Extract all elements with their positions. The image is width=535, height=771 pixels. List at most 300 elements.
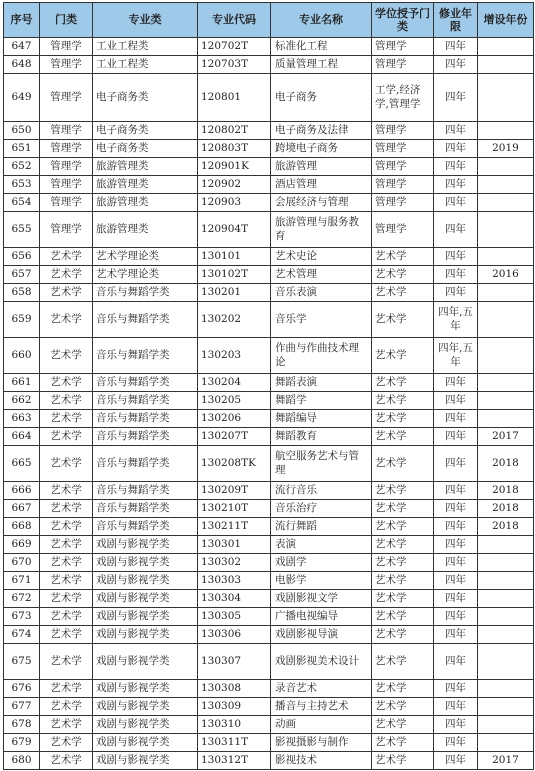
cell-seq: 661: [4, 374, 40, 392]
cell-class: 音乐与舞蹈学类: [93, 338, 198, 374]
table-row: [4, 734, 534, 752]
cell-seq: 674: [4, 626, 40, 644]
cell-added: 2017: [478, 752, 534, 770]
table-row: [4, 284, 534, 302]
cell-seq: 664: [4, 428, 40, 446]
cell-class: 音乐与舞蹈学类: [93, 392, 198, 410]
table-row: [4, 446, 534, 482]
cell-category: 管理学: [40, 194, 93, 212]
header-degree: 学位授予门类: [372, 3, 434, 38]
cell-years: 四年: [434, 428, 478, 446]
cell-category: 管理学: [40, 140, 93, 158]
cell-category: 艺术学: [40, 572, 93, 590]
cell-code: 130102T: [198, 266, 271, 284]
cell-class: 戏剧与影视学类: [93, 716, 198, 734]
cell-added: [478, 158, 534, 176]
cell-code: 120801: [198, 74, 271, 122]
cell-code: 130302: [198, 554, 271, 572]
cell-name: 戏剧学: [271, 554, 372, 572]
cell-category: 艺术学: [40, 554, 93, 572]
table-row: [4, 410, 534, 428]
cell-degree: 艺术学: [372, 518, 434, 536]
cell-name: 戏剧影视导演: [271, 626, 372, 644]
table-row: [4, 482, 534, 500]
cell-degree: 艺术学: [372, 338, 434, 374]
cell-degree: 艺术学: [372, 536, 434, 554]
cell-years: 四年: [434, 194, 478, 212]
cell-category: 艺术学: [40, 644, 93, 680]
cell-degree: 艺术学: [372, 698, 434, 716]
cell-added: [478, 38, 534, 56]
cell-class: 戏剧与影视学类: [93, 680, 198, 698]
cell-years: 四年: [434, 74, 478, 122]
cell-class: 音乐与舞蹈学类: [93, 374, 198, 392]
cell-code: 120904T: [198, 212, 271, 248]
cell-added: [478, 536, 534, 554]
cell-added: 2019: [478, 140, 534, 158]
cell-seq: 666: [4, 482, 40, 500]
table-row: [4, 752, 534, 770]
cell-seq: 649: [4, 74, 40, 122]
cell-added: 2017: [478, 428, 534, 446]
cell-degree: 艺术学: [372, 266, 434, 284]
cell-seq: 679: [4, 734, 40, 752]
cell-class: 戏剧与影视学类: [93, 752, 198, 770]
cell-class: 戏剧与影视学类: [93, 572, 198, 590]
cell-seq: 675: [4, 644, 40, 680]
cell-category: 艺术学: [40, 302, 93, 338]
cell-name: 旅游管理与服务教育: [271, 212, 372, 248]
cell-seq: 662: [4, 392, 40, 410]
cell-added: [478, 608, 534, 626]
cell-name: 酒店管理: [271, 176, 372, 194]
cell-category: 艺术学: [40, 518, 93, 536]
cell-name: 表演: [271, 536, 372, 554]
cell-category: 管理学: [40, 158, 93, 176]
header-years: 修业年限: [434, 3, 478, 38]
cell-added: [478, 572, 534, 590]
cell-name: 标准化工程: [271, 38, 372, 56]
cell-years: 四年: [434, 410, 478, 428]
cell-years: 四年: [434, 716, 478, 734]
cell-code: 130306: [198, 626, 271, 644]
cell-degree: 艺术学: [372, 482, 434, 500]
cell-years: 四年: [434, 680, 478, 698]
header-added: 增设年份: [478, 3, 534, 38]
cell-degree: 艺术学: [372, 302, 434, 338]
cell-name: 音乐表演: [271, 284, 372, 302]
cell-seq: 655: [4, 212, 40, 248]
cell-years: 四年: [434, 500, 478, 518]
cell-code: 130205: [198, 392, 271, 410]
cell-code: 130303: [198, 572, 271, 590]
cell-class: 戏剧与影视学类: [93, 590, 198, 608]
cell-years: 四年: [434, 284, 478, 302]
cell-name: 流行音乐: [271, 482, 372, 500]
cell-degree: 管理学: [372, 140, 434, 158]
majors-table: [3, 2, 534, 770]
cell-name: 航空服务艺术与管理: [271, 446, 372, 482]
cell-class: 音乐与舞蹈学类: [93, 500, 198, 518]
cell-added: [478, 734, 534, 752]
table-row: [4, 212, 534, 248]
cell-category: 艺术学: [40, 734, 93, 752]
cell-seq: 665: [4, 446, 40, 482]
cell-name: 舞蹈表演: [271, 374, 372, 392]
cell-added: [478, 212, 534, 248]
cell-code: 130312T: [198, 752, 271, 770]
cell-class: 旅游管理类: [93, 212, 198, 248]
cell-years: 四年: [434, 644, 478, 680]
cell-added: [478, 284, 534, 302]
cell-seq: 668: [4, 518, 40, 536]
cell-years: 四年: [434, 56, 478, 74]
cell-degree: 艺术学: [372, 446, 434, 482]
table-row: [4, 716, 534, 734]
cell-years: 四年: [434, 392, 478, 410]
cell-category: 艺术学: [40, 248, 93, 266]
cell-name: 音乐学: [271, 302, 372, 338]
cell-class: 工业工程类: [93, 38, 198, 56]
cell-name: 会展经济与管理: [271, 194, 372, 212]
cell-code: 130204: [198, 374, 271, 392]
cell-degree: 艺术学: [372, 410, 434, 428]
cell-added: [478, 122, 534, 140]
cell-code: 130305: [198, 608, 271, 626]
cell-seq: 647: [4, 38, 40, 56]
cell-class: 电子商务类: [93, 140, 198, 158]
cell-seq: 657: [4, 266, 40, 284]
cell-category: 艺术学: [40, 482, 93, 500]
cell-seq: 660: [4, 338, 40, 374]
table-row: [4, 608, 534, 626]
cell-class: 音乐与舞蹈学类: [93, 518, 198, 536]
cell-seq: 670: [4, 554, 40, 572]
cell-name: 戏剧影视美术设计: [271, 644, 372, 680]
cell-category: 管理学: [40, 56, 93, 74]
cell-code: 120903: [198, 194, 271, 212]
cell-seq: 650: [4, 122, 40, 140]
cell-added: [478, 374, 534, 392]
cell-code: 120902: [198, 176, 271, 194]
cell-years: 四年: [434, 248, 478, 266]
header-name: 专业名称: [271, 3, 372, 38]
cell-class: 戏剧与影视学类: [93, 626, 198, 644]
cell-name: 动画: [271, 716, 372, 734]
cell-degree: 管理学: [372, 158, 434, 176]
table-row: [4, 158, 534, 176]
cell-category: 艺术学: [40, 752, 93, 770]
cell-years: 四年: [434, 446, 478, 482]
cell-degree: 艺术学: [372, 644, 434, 680]
cell-added: [478, 74, 534, 122]
table-row: [4, 194, 534, 212]
cell-added: 2018: [478, 482, 534, 500]
cell-name: 广播电视编导: [271, 608, 372, 626]
cell-category: 艺术学: [40, 446, 93, 482]
cell-seq: 667: [4, 500, 40, 518]
cell-name: 跨境电子商务: [271, 140, 372, 158]
cell-added: [478, 56, 534, 74]
cell-degree: 艺术学: [372, 248, 434, 266]
table-row: [4, 518, 534, 536]
cell-code: 130308: [198, 680, 271, 698]
cell-added: 2018: [478, 446, 534, 482]
cell-degree: 艺术学: [372, 572, 434, 590]
cell-added: [478, 194, 534, 212]
cell-seq: 669: [4, 536, 40, 554]
cell-code: 130207T: [198, 428, 271, 446]
cell-name: 戏剧影视文学: [271, 590, 372, 608]
cell-name: 电子商务: [271, 74, 372, 122]
cell-category: 艺术学: [40, 536, 93, 554]
cell-category: 艺术学: [40, 410, 93, 428]
cell-degree: 工学,经济学,管理学: [372, 74, 434, 122]
table-row: [4, 176, 534, 194]
cell-category: 管理学: [40, 176, 93, 194]
cell-code: 120702T: [198, 38, 271, 56]
table-row: [4, 554, 534, 572]
cell-degree: 艺术学: [372, 734, 434, 752]
cell-code: 120802T: [198, 122, 271, 140]
table-row: [4, 338, 534, 374]
cell-degree: 艺术学: [372, 626, 434, 644]
cell-added: [478, 644, 534, 680]
table-row: [4, 626, 534, 644]
cell-name: 作曲与作曲技术理论: [271, 338, 372, 374]
cell-years: 四年: [434, 752, 478, 770]
cell-years: 四年: [434, 482, 478, 500]
cell-code: 130311T: [198, 734, 271, 752]
cell-seq: 659: [4, 302, 40, 338]
cell-degree: 管理学: [372, 122, 434, 140]
cell-years: 四年: [434, 590, 478, 608]
cell-years: 四年,五年: [434, 302, 478, 338]
cell-years: 四年: [434, 212, 478, 248]
cell-added: [478, 680, 534, 698]
cell-class: 戏剧与影视学类: [93, 536, 198, 554]
cell-added: [478, 626, 534, 644]
table-row: [4, 392, 534, 410]
cell-category: 艺术学: [40, 266, 93, 284]
cell-name: 舞蹈编导: [271, 410, 372, 428]
cell-class: 艺术学理论类: [93, 248, 198, 266]
cell-category: 管理学: [40, 212, 93, 248]
table-row: [4, 428, 534, 446]
table-row: [4, 302, 534, 338]
cell-seq: 651: [4, 140, 40, 158]
cell-degree: 艺术学: [372, 716, 434, 734]
cell-class: 电子商务类: [93, 74, 198, 122]
cell-degree: 艺术学: [372, 680, 434, 698]
cell-years: 四年: [434, 554, 478, 572]
cell-years: 四年: [434, 734, 478, 752]
cell-category: 管理学: [40, 74, 93, 122]
cell-years: 四年: [434, 140, 478, 158]
cell-name: 质量管理工程: [271, 56, 372, 74]
cell-category: 艺术学: [40, 428, 93, 446]
table-row: [4, 140, 534, 158]
table-row: [4, 374, 534, 392]
cell-category: 艺术学: [40, 284, 93, 302]
cell-code: 130202: [198, 302, 271, 338]
cell-code: 130211T: [198, 518, 271, 536]
table-row: [4, 680, 534, 698]
cell-code: 130307: [198, 644, 271, 680]
cell-seq: 656: [4, 248, 40, 266]
cell-name: 电影学: [271, 572, 372, 590]
cell-years: 四年: [434, 572, 478, 590]
cell-name: 艺术史论: [271, 248, 372, 266]
cell-code: 130101: [198, 248, 271, 266]
table-body: [4, 38, 534, 770]
table-row: [4, 590, 534, 608]
cell-seq: 654: [4, 194, 40, 212]
cell-degree: 艺术学: [372, 284, 434, 302]
cell-category: 艺术学: [40, 626, 93, 644]
header-seq: 序号: [4, 3, 40, 38]
cell-class: 旅游管理类: [93, 176, 198, 194]
cell-name: 影视摄影与制作: [271, 734, 372, 752]
cell-added: [478, 176, 534, 194]
cell-added: [478, 716, 534, 734]
cell-years: 四年: [434, 158, 478, 176]
cell-class: 音乐与舞蹈学类: [93, 482, 198, 500]
cell-degree: 管理学: [372, 194, 434, 212]
header-category: 门类: [40, 3, 93, 38]
cell-category: 艺术学: [40, 680, 93, 698]
cell-code: 130309: [198, 698, 271, 716]
cell-seq: 658: [4, 284, 40, 302]
cell-degree: 管理学: [372, 212, 434, 248]
header-row: [4, 3, 534, 38]
cell-code: 130210T: [198, 500, 271, 518]
cell-class: 旅游管理类: [93, 158, 198, 176]
table-row: [4, 74, 534, 122]
cell-seq: 672: [4, 590, 40, 608]
cell-years: 四年: [434, 608, 478, 626]
cell-years: 四年: [434, 374, 478, 392]
cell-name: 流行舞蹈: [271, 518, 372, 536]
cell-years: 四年: [434, 626, 478, 644]
cell-class: 音乐与舞蹈学类: [93, 446, 198, 482]
cell-degree: 艺术学: [372, 392, 434, 410]
cell-added: 2018: [478, 500, 534, 518]
table-row: [4, 38, 534, 56]
cell-class: 戏剧与影视学类: [93, 608, 198, 626]
cell-seq: 648: [4, 56, 40, 74]
cell-name: 舞蹈学: [271, 392, 372, 410]
cell-name: 艺术管理: [271, 266, 372, 284]
cell-seq: 673: [4, 608, 40, 626]
cell-seq: 677: [4, 698, 40, 716]
cell-code: 130209T: [198, 482, 271, 500]
cell-years: 四年: [434, 266, 478, 284]
cell-seq: 676: [4, 680, 40, 698]
cell-class: 艺术学理论类: [93, 266, 198, 284]
cell-name: 旅游管理: [271, 158, 372, 176]
cell-added: 2016: [478, 266, 534, 284]
cell-years: 四年: [434, 518, 478, 536]
cell-degree: 艺术学: [372, 608, 434, 626]
cell-code: 130201: [198, 284, 271, 302]
cell-category: 艺术学: [40, 500, 93, 518]
table-row: [4, 122, 534, 140]
cell-seq: 663: [4, 410, 40, 428]
cell-degree: 艺术学: [372, 500, 434, 518]
cell-code: 130208TK: [198, 446, 271, 482]
cell-added: 2018: [478, 518, 534, 536]
cell-degree: 艺术学: [372, 752, 434, 770]
cell-seq: 653: [4, 176, 40, 194]
cell-category: 艺术学: [40, 374, 93, 392]
cell-code: 130310: [198, 716, 271, 734]
header-class: 专业类: [93, 3, 198, 38]
cell-years: 四年: [434, 122, 478, 140]
table-row: [4, 248, 534, 266]
cell-class: 音乐与舞蹈学类: [93, 302, 198, 338]
cell-years: 四年: [434, 38, 478, 56]
cell-added: [478, 554, 534, 572]
cell-category: 艺术学: [40, 590, 93, 608]
cell-name: 录音艺术: [271, 680, 372, 698]
cell-code: 130206: [198, 410, 271, 428]
cell-years: 四年,五年: [434, 338, 478, 374]
cell-seq: 652: [4, 158, 40, 176]
cell-added: [478, 392, 534, 410]
cell-category: 管理学: [40, 122, 93, 140]
table-row: [4, 698, 534, 716]
table-row: [4, 56, 534, 74]
cell-name: 影视技术: [271, 752, 372, 770]
cell-class: 旅游管理类: [93, 194, 198, 212]
cell-degree: 管理学: [372, 176, 434, 194]
cell-degree: 管理学: [372, 56, 434, 74]
cell-code: 130301: [198, 536, 271, 554]
cell-class: 音乐与舞蹈学类: [93, 410, 198, 428]
cell-name: 电子商务及法律: [271, 122, 372, 140]
cell-degree: 艺术学: [372, 590, 434, 608]
cell-years: 四年: [434, 536, 478, 554]
cell-degree: 艺术学: [372, 554, 434, 572]
cell-category: 艺术学: [40, 698, 93, 716]
cell-added: [478, 338, 534, 374]
cell-code: 130304: [198, 590, 271, 608]
table-row: [4, 572, 534, 590]
cell-class: 戏剧与影视学类: [93, 554, 198, 572]
cell-class: 电子商务类: [93, 122, 198, 140]
table-row: [4, 536, 534, 554]
cell-name: 播音与主持艺术: [271, 698, 372, 716]
cell-degree: 艺术学: [372, 428, 434, 446]
cell-seq: 680: [4, 752, 40, 770]
cell-category: 艺术学: [40, 392, 93, 410]
cell-added: [478, 248, 534, 266]
cell-class: 戏剧与影视学类: [93, 644, 198, 680]
cell-category: 管理学: [40, 38, 93, 56]
table-row: [4, 500, 534, 518]
cell-added: [478, 698, 534, 716]
cell-class: 音乐与舞蹈学类: [93, 428, 198, 446]
cell-code: 120703T: [198, 56, 271, 74]
cell-years: 四年: [434, 698, 478, 716]
cell-name: 舞蹈教育: [271, 428, 372, 446]
cell-code: 130203: [198, 338, 271, 374]
cell-class: 工业工程类: [93, 56, 198, 74]
cell-class: 戏剧与影视学类: [93, 698, 198, 716]
cell-degree: 艺术学: [372, 374, 434, 392]
cell-code: 120901K: [198, 158, 271, 176]
